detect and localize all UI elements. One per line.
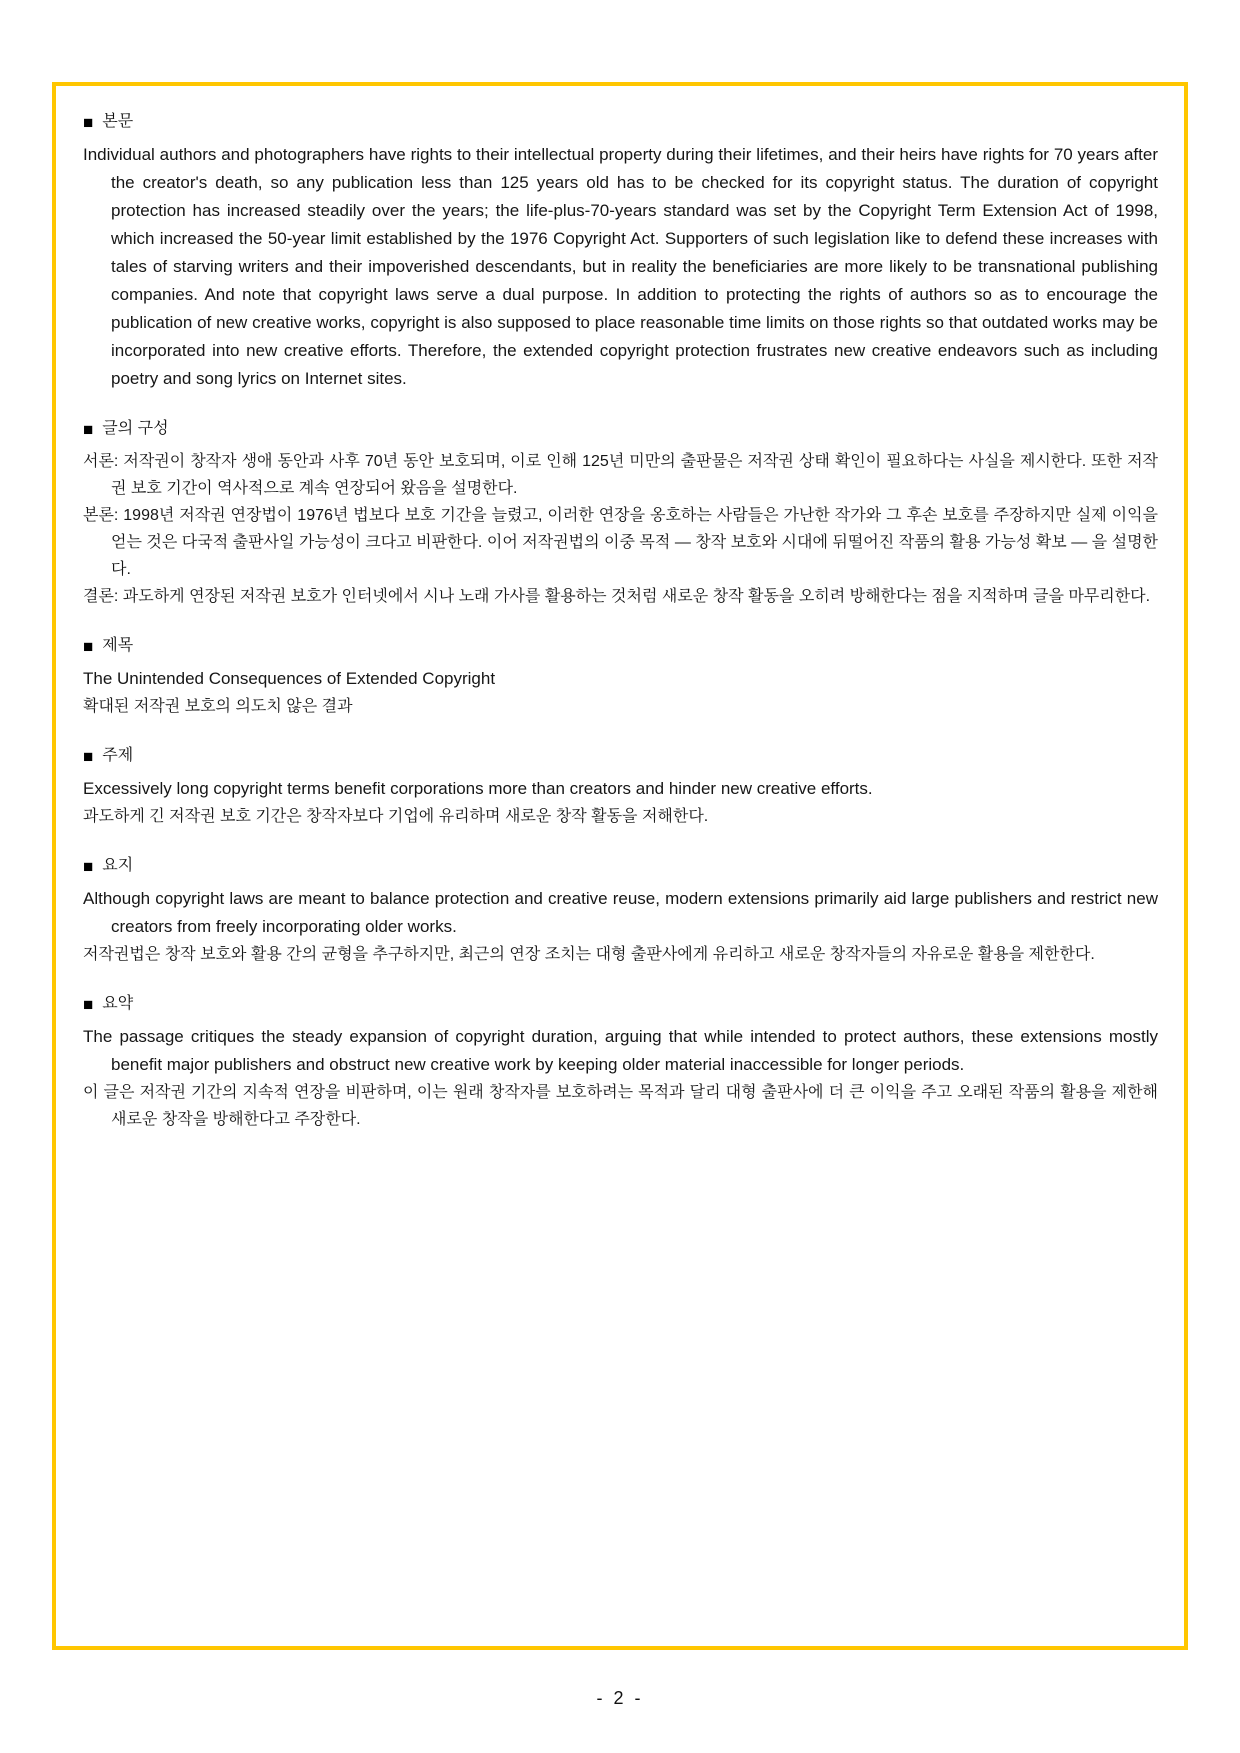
body-passage-text: Individual authors and photographers have rights to their intellectual property during their lifetimes, and their heirs have rights for 70 years after the creator's death, so any publication less than 125 years old has to be checked for its copyright status. The duration of copyright protection has increased steadily over the years; the life-plus-70-years standard was set by the Copyright Term Extension Act of 1998, which increased the 50-year limit established by the 1976 Copyright Act. Supporters of such legislation like to defend these increases with tales of starving writers and their impoverished descendants, but in reality the beneficiaries are more likely to be transnational publishing companies. And note that copyright laws serve a dual purpose. In addition to protecting the rights of authors so as to encourage the publication of new creative works, copyright is also supposed to place reasonable time limits on those rights so that outdated works may be incorporated into new creative efforts. Therefore, the extended copyright protection frustrates new creative endeavors such as including poetry and song lyrics on Internet sites. <box>83 145 1158 388</box>
topic-english-text: Excessively long copyright terms benefit corporations more than creators and hinder new creative efforts. <box>83 779 873 798</box>
square-bullet-icon: ■ <box>83 856 94 876</box>
square-bullet-icon: ■ <box>83 994 94 1014</box>
section-body-header-label: 본문 <box>102 113 134 130</box>
summary-korean-text: 이 글은 저작권 기간의 지속적 연장을 비판하며, 이는 원래 창작자를 보호하려는 목적과 달리 대형 출판사에 더 큰 이익을 주고 오래된 작품의 활용을 제한해 새로운 창작을 방해한다고 주장한다. <box>83 1084 1159 1128</box>
title-korean-text: 확대된 저작권 보호의 의도치 않은 결과 <box>83 698 353 715</box>
structure-body-text: 본론: 1998년 저작권 연장법이 1976년 법보다 보호 기간을 늘렸고, 이러한 연장을 옹호하는 사람들은 가난한 작가와 그 후손 보호를 주장하지만 실제 이익을 얻는 것은 다국적 출판사일 가능성이 크다고 비판한다. 이어 저작권법의 이중 목적 — 창작 보호와 시대에 뒤떨어진 작품의 활용 가능성 확보 — 을 설명한다. <box>83 507 1158 578</box>
section-body-header <box>83 110 1158 134</box>
square-bullet-icon: ■ <box>83 112 94 132</box>
section-gist-header <box>83 854 1158 878</box>
section-gist <box>83 854 1158 968</box>
topic-korean-text: 과도하게 긴 저작권 보호 기간은 창작자보다 기업에 유리하며 새로운 창작 활동을 저해한다. <box>83 808 709 825</box>
section-topic <box>83 744 1158 830</box>
structure-conclusion-text: 결론: 과도하게 연장된 저작권 보호가 인터넷에서 시나 노래 가사를 활용하는 것처럼 새로운 창작 활동을 오히려 방해한다는 점을 지적하며 글을 마무리한다. <box>83 588 1151 605</box>
square-bullet-icon: ■ <box>83 419 94 439</box>
section-body <box>83 110 1158 393</box>
section-title <box>83 634 1158 720</box>
section-summary <box>83 992 1158 1133</box>
section-summary-header-label: 요약 <box>102 995 134 1012</box>
document-frame <box>52 82 1188 1650</box>
section-topic-header-label: 주제 <box>102 747 134 764</box>
section-title-header <box>83 634 1158 658</box>
page-number: - 2 - <box>596 1688 644 1708</box>
summary-english-text: The passage critiques the steady expansion of copyright duration, arguing that while intended to protect authors, these extensions mostly benefit major publishers and obstruct new creative work by keeping older material inaccessible for longer periods. <box>83 1027 1158 1074</box>
square-bullet-icon: ■ <box>83 746 94 766</box>
section-structure <box>83 417 1158 610</box>
section-structure-header-label: 글의 구성 <box>102 420 169 437</box>
section-structure-header <box>83 417 1158 441</box>
gist-english-text: Although copyright laws are meant to balance protection and creative reuse, modern extensions primarily aid large publishers and restrict new creators from freely incorporating older works. <box>83 889 1158 936</box>
title-english-text: The Unintended Consequences of Extended Copyright <box>83 669 496 688</box>
gist-korean-text: 저작권법은 창작 보호와 활용 간의 균형을 추구하지만, 최근의 연장 조치는 대형 출판사에게 유리하고 새로운 창작자들의 자유로운 활용을 제한한다. <box>83 946 1095 963</box>
section-summary-header <box>83 992 1158 1016</box>
structure-intro-text: 서론: 저작권이 창작자 생애 동안과 사후 70년 동안 보호되며, 이로 인해 125년 미만의 출판물은 저작권 상태 확인이 필요하다는 사실을 제시한다. 또한 저작권 보호 기간이 역사적으로 계속 연장되어 왔음을 설명한다. <box>83 453 1158 497</box>
section-title-header-label: 제목 <box>102 637 134 654</box>
square-bullet-icon: ■ <box>83 636 94 656</box>
section-gist-header-label: 요지 <box>102 857 134 874</box>
section-topic-header <box>83 744 1158 768</box>
